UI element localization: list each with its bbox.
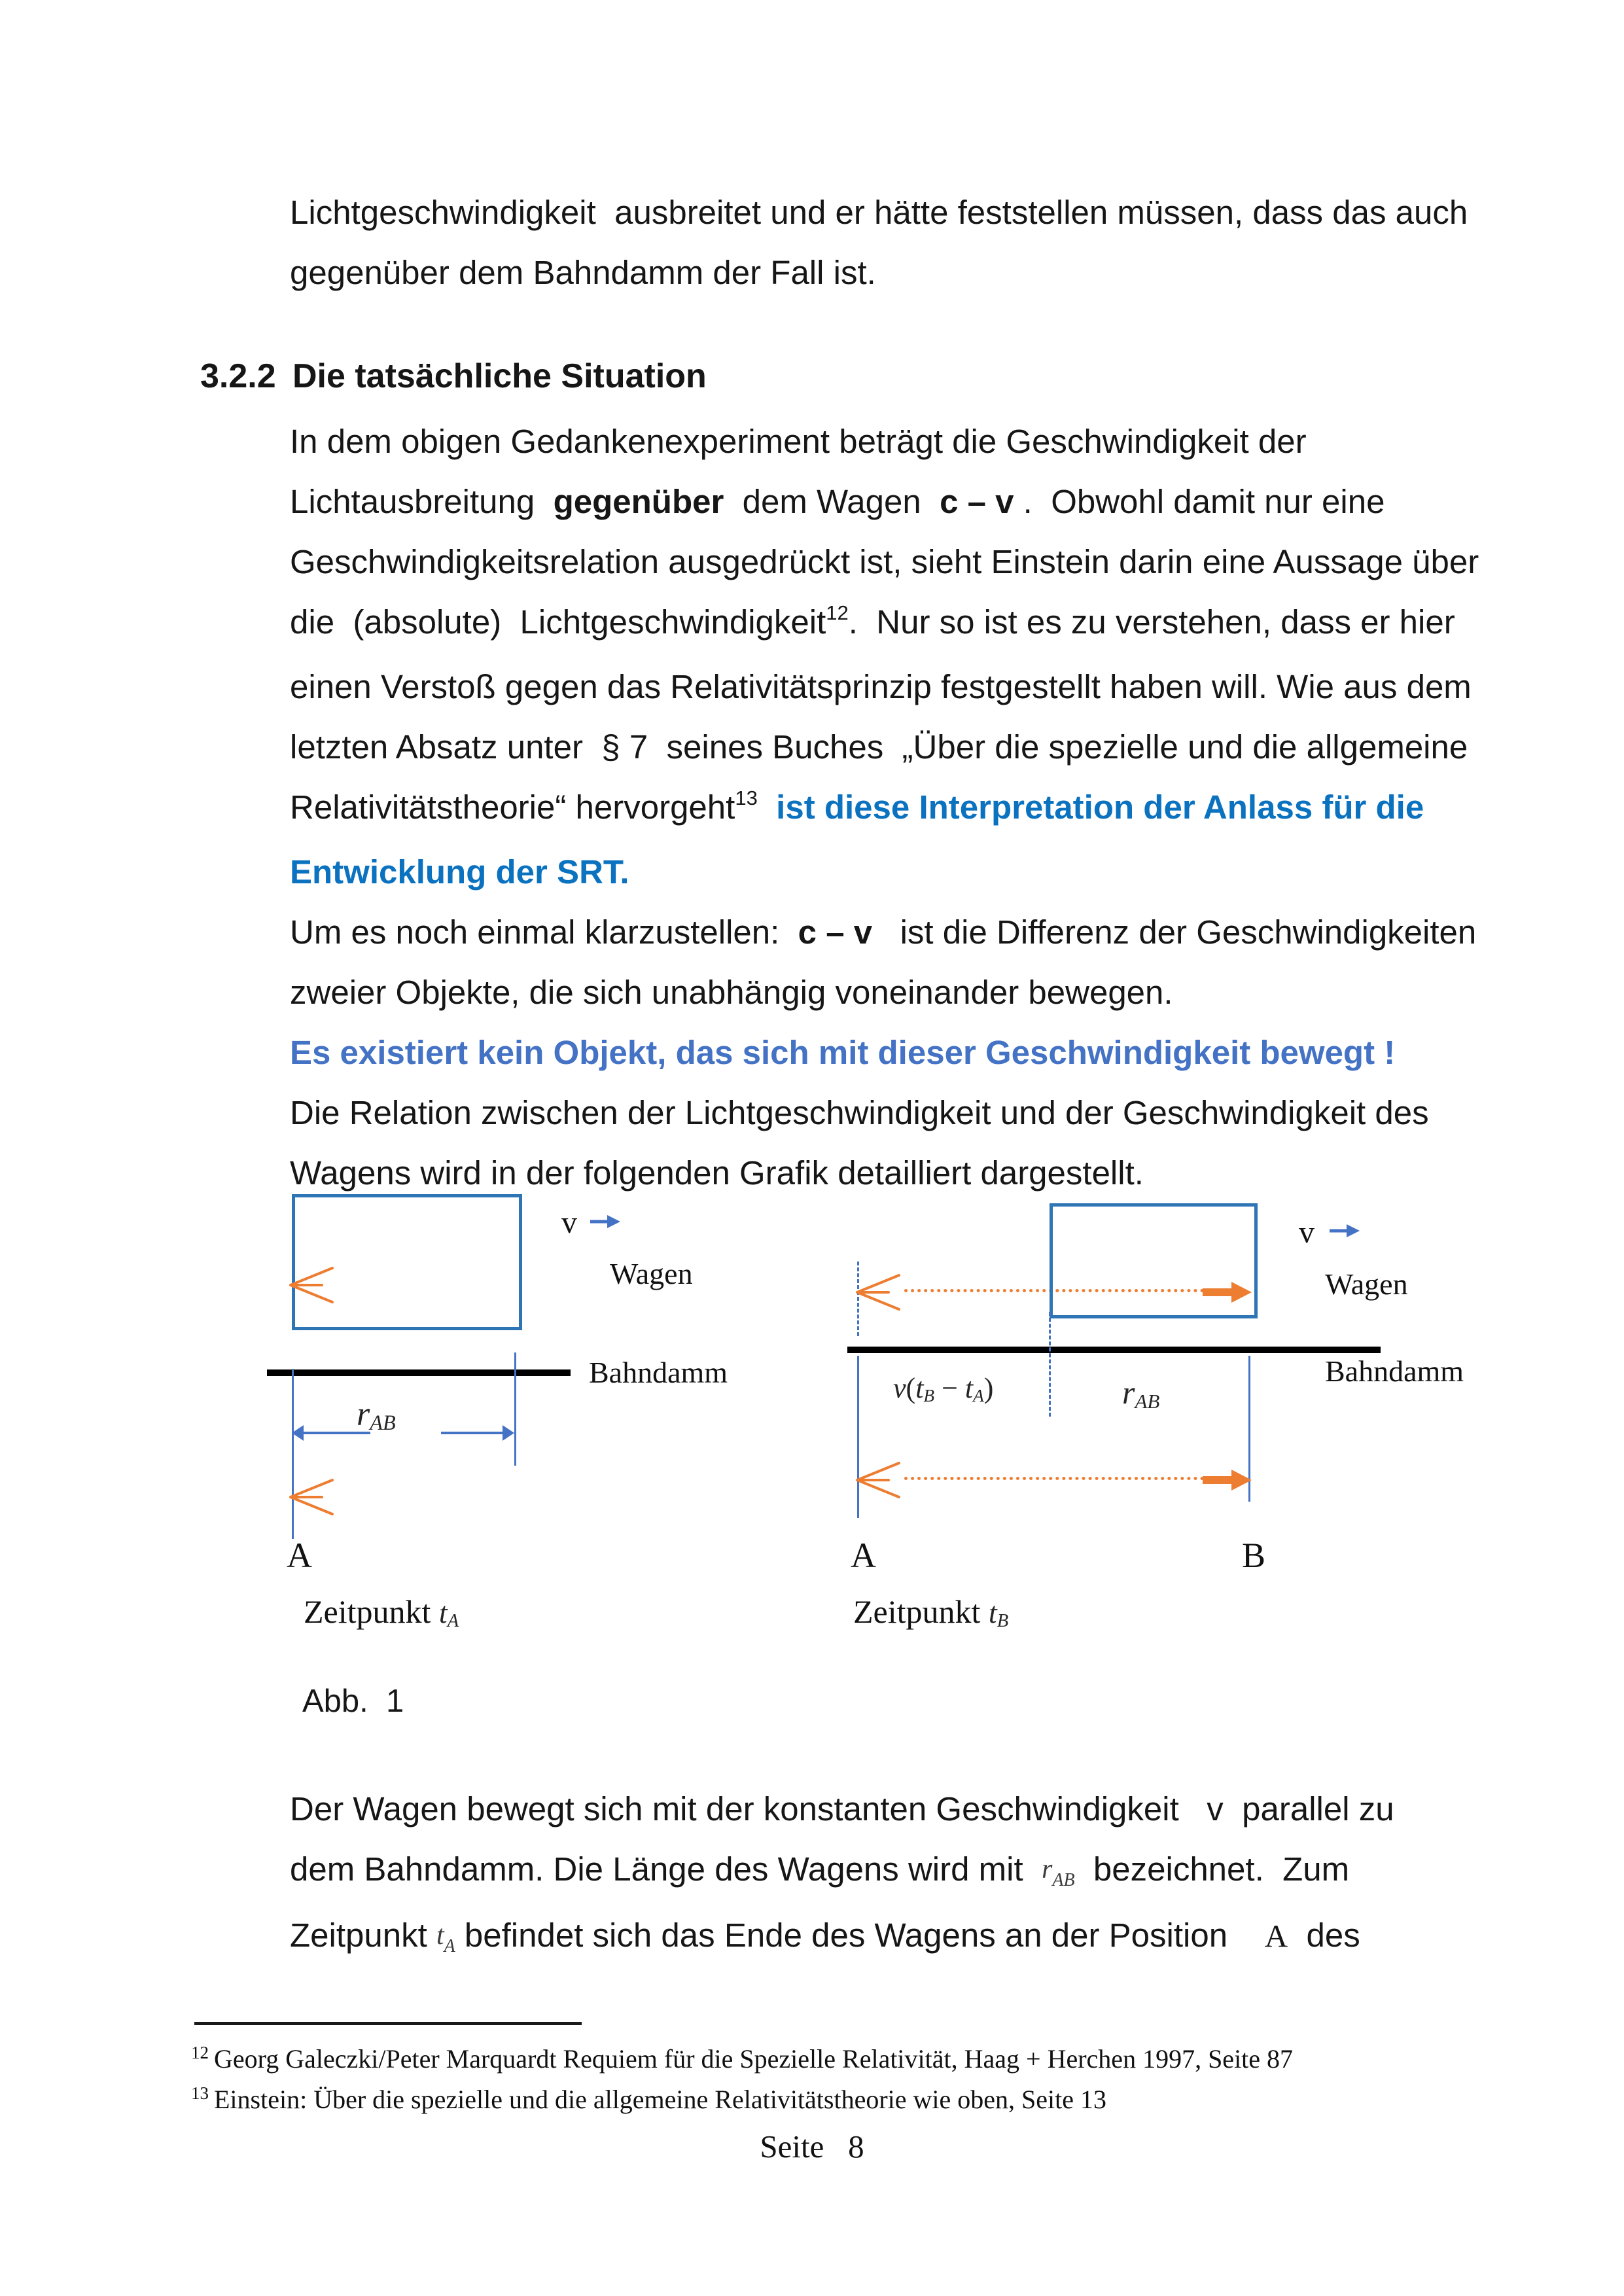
footnote-separator bbox=[194, 2022, 582, 2025]
text-run: c – v bbox=[798, 913, 873, 951]
rab-label bbox=[1122, 1374, 1160, 1413]
section-title: Die tatsächliche Situation bbox=[292, 357, 707, 395]
intro-paragraph bbox=[290, 183, 1468, 303]
text-run: A bbox=[444, 1936, 455, 1956]
text-run: B bbox=[923, 1386, 935, 1405]
wagon-rect-ta bbox=[292, 1194, 522, 1330]
text-run: r bbox=[357, 1396, 370, 1433]
footnote-number: 12 bbox=[191, 2043, 209, 2062]
embankment-line bbox=[267, 1369, 571, 1376]
text-run: r bbox=[1041, 1854, 1053, 1884]
velocity-arrow-icon bbox=[589, 1212, 620, 1231]
text-run: Wagens wird in der folgenden Grafik detailliert dargestellt. bbox=[290, 1154, 1144, 1192]
section-heading bbox=[200, 346, 707, 406]
text-run: Zeitpunkt bbox=[290, 1916, 436, 1954]
text-line bbox=[290, 532, 1479, 592]
text-run: . Nur so ist es zu verstehen, dass er hier bbox=[848, 603, 1455, 641]
text-run: t bbox=[964, 1372, 974, 1404]
text-run: ist diese Interpretation der Anlass für die bbox=[776, 788, 1424, 826]
velocity-label: v bbox=[561, 1205, 577, 1240]
text-run: . Obwohl damit nur eine bbox=[1014, 483, 1385, 520]
text-run: gegenüber bbox=[553, 483, 724, 520]
section-number: 3.2.2 bbox=[200, 357, 276, 395]
text-line bbox=[290, 657, 1479, 717]
text-run: befindet sich das Ende des Wagens an der Position bbox=[455, 1916, 1265, 1954]
text-run: In dem obigen Gedankenexperiment beträgt die Geschwindigkeit der bbox=[290, 423, 1307, 460]
text-line bbox=[290, 1779, 1394, 1839]
text-run: bezeichnet. Zum bbox=[1074, 1850, 1350, 1888]
text-run: B bbox=[997, 1611, 1009, 1632]
text-line bbox=[290, 1839, 1394, 1905]
text-run: c – v bbox=[940, 483, 1014, 520]
tb-symbol bbox=[988, 1596, 1009, 1632]
text-run: Geschwindigkeitsrelation ausgedrückt ist, sieht Einstein darin eine Aussage über bbox=[290, 543, 1479, 580]
text-run: ( bbox=[906, 1372, 916, 1404]
timestamp-label-ta bbox=[304, 1593, 459, 1632]
text-run: Der Wagen bewegt sich mit der konstanten Geschwindigkeit v parallel zu bbox=[290, 1790, 1394, 1828]
embankment-label: Bahndamm bbox=[1325, 1354, 1464, 1388]
text-run: letzten Absatz unter § 7 seines Buches „Über die spezielle und die allgemeine bbox=[290, 728, 1468, 766]
text-line bbox=[290, 243, 1468, 303]
light-arrow-icon bbox=[1203, 1466, 1252, 1494]
wagon-label: Wagen bbox=[610, 1257, 693, 1290]
timestamp-word: Zeitpunkt bbox=[304, 1593, 439, 1630]
text-run: 13 bbox=[735, 786, 758, 809]
footnote-12 bbox=[191, 2040, 1293, 2081]
text-run: AB bbox=[1052, 1870, 1075, 1890]
page-number: Seite 8 bbox=[760, 2128, 864, 2164]
text-run: Um es noch einmal klarzustellen: bbox=[290, 913, 798, 951]
light-path-dotted-line bbox=[904, 1477, 1204, 1480]
text-run: v bbox=[893, 1372, 906, 1404]
text-run: A bbox=[973, 1386, 984, 1405]
text-line bbox=[290, 777, 1479, 842]
embankment-line bbox=[847, 1347, 1381, 1353]
text-run: AB bbox=[1135, 1389, 1160, 1413]
text-run: gegenüber dem Bahndamm der Fall ist. bbox=[290, 254, 876, 291]
text-line bbox=[290, 1083, 1479, 1143]
light-ray-icon bbox=[855, 1458, 902, 1502]
light-ray-icon bbox=[855, 1270, 902, 1315]
text-run: t bbox=[915, 1372, 924, 1404]
text-line bbox=[290, 1023, 1479, 1083]
wagon-rect-tb bbox=[1050, 1203, 1258, 1318]
footnotes bbox=[191, 2040, 1293, 2121]
text-line bbox=[290, 902, 1479, 963]
text-run: A bbox=[1264, 1918, 1288, 1954]
text-run: dem Wagen bbox=[724, 483, 940, 520]
text-run bbox=[758, 788, 776, 826]
text-run: die (absolute) Lichtgeschwindigkeit bbox=[290, 603, 826, 641]
distance-expression-label bbox=[893, 1374, 993, 1403]
text-run: Relativitätstheorie“ hervorgeht bbox=[290, 788, 735, 826]
text-run: Lichtausbreitung bbox=[290, 483, 554, 520]
text-line bbox=[290, 1905, 1394, 1971]
figure-abb1 bbox=[249, 1178, 1624, 1665]
text-run: Es existiert kein Objekt, das sich mit dieser Geschwindigkeit bewegt ! bbox=[290, 1034, 1396, 1071]
light-ray-icon bbox=[288, 1475, 335, 1519]
text-run: ) bbox=[983, 1372, 994, 1404]
main-paragraphs bbox=[290, 412, 1479, 1203]
figure-caption: Abb. 1 bbox=[302, 1684, 404, 1719]
text-run: − bbox=[934, 1372, 965, 1404]
wagon-label: Wagen bbox=[1325, 1267, 1408, 1301]
text-run: 12 bbox=[826, 601, 849, 624]
text-line bbox=[290, 183, 1468, 243]
text-run: ist die Differenz der Geschwindigkeiten bbox=[872, 913, 1477, 951]
footnote-13 bbox=[191, 2081, 1293, 2121]
text-line bbox=[290, 842, 1479, 902]
rab-label bbox=[357, 1396, 396, 1435]
footnote-number: 13 bbox=[191, 2083, 209, 2103]
text-run: r bbox=[1122, 1374, 1135, 1411]
light-ray-icon bbox=[288, 1263, 335, 1307]
text-run: Die Relation zwischen der Lichtgeschwindigkeit und der Geschwindigkeit des bbox=[290, 1094, 1429, 1131]
wagon-start-dashed-line bbox=[1049, 1312, 1051, 1417]
velocity-label: v bbox=[1299, 1215, 1315, 1250]
text-line bbox=[290, 412, 1479, 472]
text-run: Entwicklung der SRT. bbox=[290, 853, 629, 891]
wagon-end-line bbox=[514, 1352, 516, 1466]
text-run: t bbox=[438, 1596, 448, 1629]
text-run: A bbox=[447, 1611, 459, 1632]
text-line bbox=[290, 963, 1479, 1023]
text-line bbox=[290, 717, 1479, 777]
text-line bbox=[290, 472, 1479, 532]
timestamp-label-tb bbox=[853, 1593, 1009, 1632]
position-label-a: A bbox=[287, 1536, 312, 1575]
velocity-arrow-icon bbox=[1328, 1221, 1360, 1241]
text-run: einen Verstoß gegen das Relativitätsprinzip festgestellt haben will. Wie aus dem bbox=[290, 668, 1472, 705]
timestamp-word: Zeitpunkt bbox=[853, 1593, 989, 1630]
position-label-b: B bbox=[1242, 1536, 1266, 1575]
text-run: dem Bahndamm. Die Länge des Wagens wird mit bbox=[290, 1850, 1042, 1888]
embankment-label: Bahndamm bbox=[589, 1356, 728, 1389]
ta-symbol bbox=[438, 1596, 459, 1632]
footnote-text: Georg Galeczki/Peter Marquardt Requiem für die Spezielle Relativität, Haag + Herchen 1997, Seite 87 bbox=[214, 2044, 1294, 2074]
text-run: zweier Objekte, die sich unabhängig voneinander bewegen. bbox=[290, 974, 1173, 1011]
text-run: Lichtgeschwindigkeit ausbreitet und er hätte feststellen müssen, dass das auch bbox=[290, 194, 1468, 231]
text-line bbox=[290, 592, 1479, 657]
footnote-text: Einstein: Über die spezielle und die allgemeine Relativitätstheorie wie oben, Seite 13 bbox=[214, 2085, 1107, 2114]
position-label-a: A bbox=[851, 1536, 876, 1575]
text-run: AB bbox=[370, 1411, 396, 1435]
text-run: des bbox=[1288, 1916, 1360, 1954]
text-run: t bbox=[436, 1920, 444, 1951]
rab-dimension-arrow bbox=[292, 1421, 514, 1445]
after-figure-paragraph bbox=[290, 1779, 1394, 1971]
text-run: t bbox=[988, 1596, 997, 1629]
